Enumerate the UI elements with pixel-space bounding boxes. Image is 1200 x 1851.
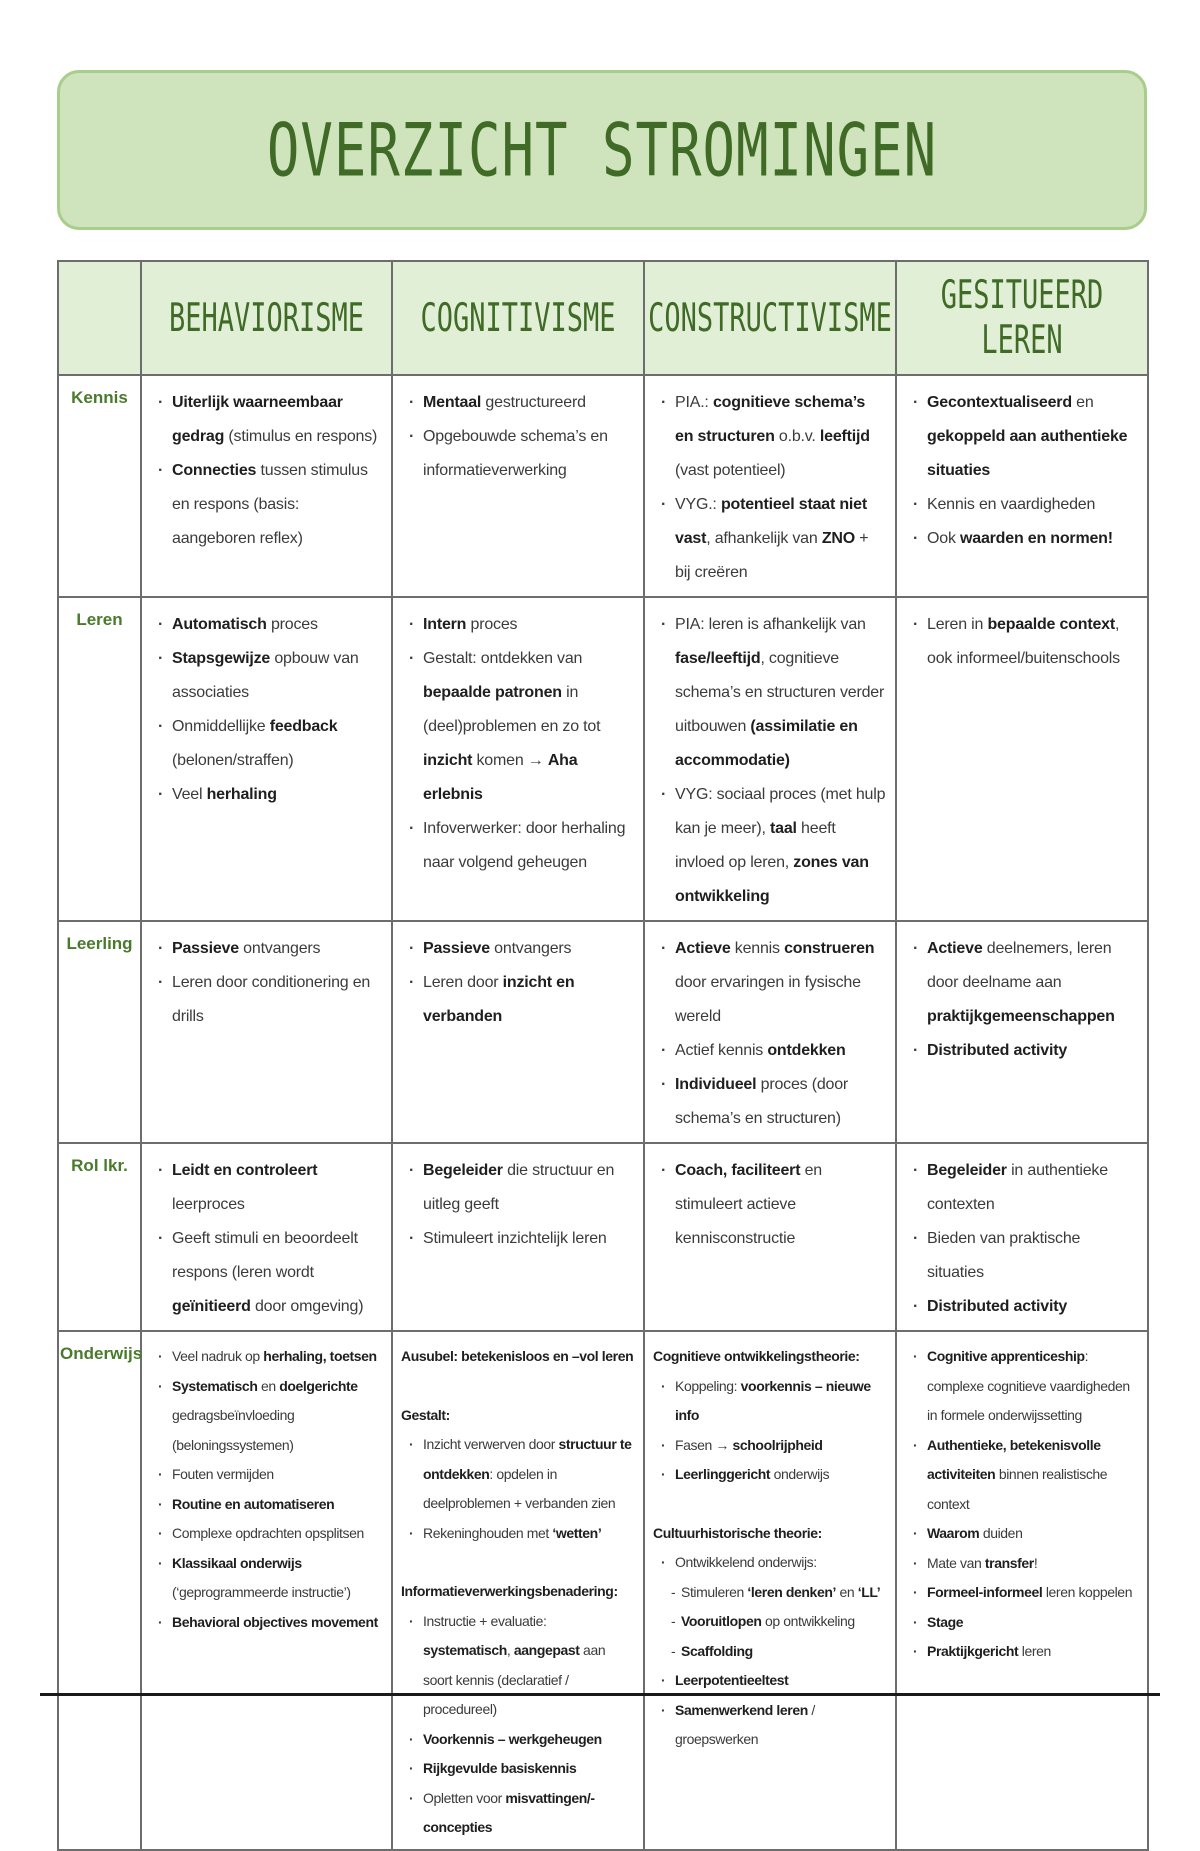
bullet-item: · Distributed activity bbox=[905, 1034, 1139, 1068]
cell-leerling-cognitivisme bbox=[392, 921, 644, 1143]
bullet-item: · PIA: leren is afhankelijk van fase/leeftijd, cognitieve schema’s en structuren verder uitbouwen (assimilatie en accommodatie) bbox=[653, 608, 887, 778]
bullet-item: · Ook waarden en normen! bbox=[905, 522, 1139, 556]
bullet-item: · VYG: sociaal proces (met hulp kan je meer), taal heeft invloed op leren, zones van ontwikkeling bbox=[653, 778, 887, 914]
bullet-item: · Stimuleert inzichtelijk leren bbox=[401, 1222, 635, 1256]
bullet-item: · Individueel proces (door schema’s en structuren) bbox=[653, 1068, 887, 1136]
bullet-item: · Coach, faciliteert en stimuleert actieve kennisconstructie bbox=[653, 1154, 887, 1256]
bullet-item: · Leidt en controleert leerproces bbox=[150, 1154, 383, 1222]
cell-leren-gesitueerd bbox=[896, 597, 1148, 921]
column-header-cognitivisme: COGNITIVISME bbox=[392, 261, 644, 375]
cell-rol-cognitivisme bbox=[392, 1143, 644, 1331]
bullet-item: · Koppeling: voorkennis – nieuwe info bbox=[653, 1372, 887, 1431]
bullet-item: · Rijkgevulde basiskennis bbox=[401, 1754, 635, 1784]
cell-kennis-gesitueerd bbox=[896, 375, 1148, 597]
row-leerling bbox=[58, 921, 1148, 1143]
page-title: OVERZICHT STROMINGEN bbox=[266, 107, 938, 193]
row-label-leren: Leren bbox=[58, 597, 141, 921]
overview-table bbox=[57, 260, 1149, 1851]
bullet-item: · Leren door conditionering en drills bbox=[150, 966, 383, 1034]
bullet-item: · Stage bbox=[905, 1608, 1139, 1638]
bullet-item: · Formeel-informeel leren koppelen bbox=[905, 1578, 1139, 1608]
cell-leren-cognitivisme bbox=[392, 597, 644, 921]
bullet-item: · Actieve deelnemers, leren door deelname aan praktijkgemeenschappen bbox=[905, 932, 1139, 1034]
bullet-item: · Leren in bepaalde context, ook informeel/buitenschools bbox=[905, 608, 1139, 676]
bullet-item: · Distributed activity bbox=[905, 1290, 1139, 1324]
bottom-divider bbox=[40, 1693, 1160, 1696]
bullet-item: - Scaffolding bbox=[653, 1637, 887, 1667]
bullet-item: · Passieve ontvangers bbox=[150, 932, 383, 966]
bullet-item: · Gecontextualiseerd en gekoppeld aan authentieke situaties bbox=[905, 386, 1139, 488]
bullet-item: · Complexe opdrachten opsplitsen bbox=[150, 1519, 383, 1549]
bullet-item: · Connecties tussen stimulus en respons (basis: aangeboren reflex) bbox=[150, 454, 383, 556]
bullet-item: · Mate van transfer! bbox=[905, 1549, 1139, 1579]
bullet-item: · Begeleider die structuur en uitleg geeft bbox=[401, 1154, 635, 1222]
cell-rol-gesitueerd bbox=[896, 1143, 1148, 1331]
bullet-item: · Geeft stimuli en beoordeelt respons (leren wordt geïnitieerd door omgeving) bbox=[150, 1222, 383, 1324]
row-label-onderwijs: Onderwijs bbox=[58, 1331, 141, 1850]
bullet-item: · Cognitive apprenticeship: complexe cognitieve vaardigheden in formele onderwijssetting bbox=[905, 1342, 1139, 1431]
row-onderwijs bbox=[58, 1331, 1148, 1850]
bullet-item: · Samenwerkend leren / groepswerken bbox=[653, 1696, 887, 1755]
bullet-item: · Leren door inzicht en verbanden bbox=[401, 966, 635, 1034]
bullet-item: · Passieve ontvangers bbox=[401, 932, 635, 966]
title-banner bbox=[57, 70, 1147, 230]
cell-onderwijs-cognitivisme bbox=[392, 1331, 644, 1850]
bullet-item: · Veel nadruk op herhaling, toetsen bbox=[150, 1342, 383, 1372]
row-kennis bbox=[58, 375, 1148, 597]
bullet-item: · Begeleider in authentieke contexten bbox=[905, 1154, 1139, 1222]
bullet-item: · Gestalt: ontdekken van bepaalde patronen in (deel)problemen en zo tot inzicht komen → Aha erlebnis bbox=[401, 642, 635, 812]
subheading-cultuurhistorische-theorie: Cultuurhistorische theorie: bbox=[653, 1524, 822, 1541]
cell-leren-behaviorisme bbox=[141, 597, 392, 921]
bullet-item: · Systematisch en doelgerichte gedragsbeïnvloeding (beloningssystemen) bbox=[150, 1372, 383, 1461]
cell-kennis-behaviorisme bbox=[141, 375, 392, 597]
subheading-ausubel: Ausubel: betekenisloos en –vol leren bbox=[401, 1348, 634, 1364]
bullet-item: · Klassikaal onderwijs (‘geprogrammeerde instructie’) bbox=[150, 1549, 383, 1608]
bullet-item: · Automatisch proces bbox=[150, 608, 383, 642]
cell-kennis-constructivisme bbox=[644, 375, 896, 597]
header-row bbox=[58, 261, 1148, 375]
bullet-item: · Routine en automatiseren bbox=[150, 1490, 383, 1520]
bullet-item: · Ontwikkelend onderwijs: bbox=[653, 1548, 887, 1578]
bullet-item: · Inzicht verwerven door structuur te ontdekken: opdelen in deelproblemen + verbanden zien bbox=[401, 1430, 635, 1519]
cell-onderwijs-behaviorisme bbox=[141, 1331, 392, 1850]
subheading-informatieverwerking: Informatieverwerkingsbenadering: bbox=[401, 1583, 618, 1599]
cell-leerling-constructivisme bbox=[644, 921, 896, 1143]
row-rol-lkr bbox=[58, 1143, 1148, 1331]
bullet-item: · Fouten vermijden bbox=[150, 1460, 383, 1490]
row-label-rol-lkr: Rol lkr. bbox=[58, 1143, 141, 1331]
row-label-kennis: Kennis bbox=[58, 375, 141, 597]
bullet-item: · Leerlinggericht onderwijs bbox=[653, 1460, 887, 1490]
bullet-item: · Infoverwerker: door herhaling naar volgend geheugen bbox=[401, 812, 635, 880]
bullet-item: · Kennis en vaardigheden bbox=[905, 488, 1139, 522]
bullet-item: · Intern proces bbox=[401, 608, 635, 642]
subheading-gestalt: Gestalt: bbox=[401, 1406, 450, 1423]
bullet-item: · Actief kennis ontdekken bbox=[653, 1034, 887, 1068]
bullet-item: - Vooruitlopen op ontwikkeling bbox=[653, 1607, 887, 1637]
bullet-item: · Stapsgewijze opbouw van associaties bbox=[150, 642, 383, 710]
bullet-item: · Bieden van praktische situaties bbox=[905, 1222, 1139, 1290]
bullet-item: · Behavioral objectives movement bbox=[150, 1608, 383, 1638]
column-header-behaviorisme: BEHAVIORISME bbox=[141, 261, 392, 375]
cell-leerling-behaviorisme bbox=[141, 921, 392, 1143]
bullet-item: · Voorkennis – werkgeheugen bbox=[401, 1725, 635, 1755]
row-label-leerling: Leerling bbox=[58, 921, 141, 1143]
cell-onderwijs-constructivisme bbox=[644, 1331, 896, 1850]
cell-rol-constructivisme bbox=[644, 1143, 896, 1331]
cell-leerling-gesitueerd bbox=[896, 921, 1148, 1143]
bullet-item: · Opgebouwde schema’s en informatieverwerking bbox=[401, 420, 635, 488]
cell-kennis-cognitivisme bbox=[392, 375, 644, 597]
bullet-item: · Actieve kennis construeren door ervaringen in fysische wereld bbox=[653, 932, 887, 1034]
cell-rol-behaviorisme bbox=[141, 1143, 392, 1331]
bullet-item: · Mentaal gestructureerd bbox=[401, 386, 635, 420]
bullet-item: · Praktijkgericht leren bbox=[905, 1637, 1139, 1667]
column-header-gesitueerd-leren: GESITUEERD LEREN bbox=[896, 261, 1148, 375]
corner-cell bbox=[58, 261, 141, 375]
bullet-item: · Leerpotentieeltest bbox=[653, 1666, 887, 1696]
bullet-item: · Onmiddellijke feedback (belonen/straffen) bbox=[150, 710, 383, 778]
bullet-item: · Veel herhaling bbox=[150, 778, 383, 812]
bullet-item: · VYG.: potentieel staat niet vast, afhankelijk van ZNO + bij creëren bbox=[653, 488, 887, 590]
bullet-item: · Authentieke, betekenisvolle activiteiten binnen realistische context bbox=[905, 1431, 1139, 1520]
bullet-item: · PIA.: cognitieve schema’s en structuren o.b.v. leeftijd (vast potentieel) bbox=[653, 386, 887, 488]
cell-onderwijs-gesitueerd bbox=[896, 1331, 1148, 1850]
bullet-item: · Fasen → schoolrijpheid bbox=[653, 1431, 887, 1461]
bullet-item: · Opletten voor misvattingen/-concepties bbox=[401, 1784, 635, 1843]
bullet-item: - Stimuleren ‘leren denken’ en ‘LL’ bbox=[653, 1578, 887, 1608]
cell-leren-constructivisme bbox=[644, 597, 896, 921]
column-header-constructivisme: CONSTRUCTIVISME bbox=[644, 261, 896, 375]
subheading-cognitieve-ontwikkelingstheorie: Cognitieve ontwikkelingstheorie: bbox=[653, 1348, 860, 1364]
bullet-item: · Instructie + evaluatie: systematisch, aangepast aan soort kennis (declaratief / procedureel) bbox=[401, 1607, 635, 1725]
bullet-item: · Waarom duiden bbox=[905, 1519, 1139, 1549]
bullet-item: · Rekeninghouden met ‘wetten’ bbox=[401, 1519, 635, 1549]
row-leren bbox=[58, 597, 1148, 921]
bullet-item: · Uiterlijk waarneembaar gedrag (stimulus en respons) bbox=[150, 386, 383, 454]
